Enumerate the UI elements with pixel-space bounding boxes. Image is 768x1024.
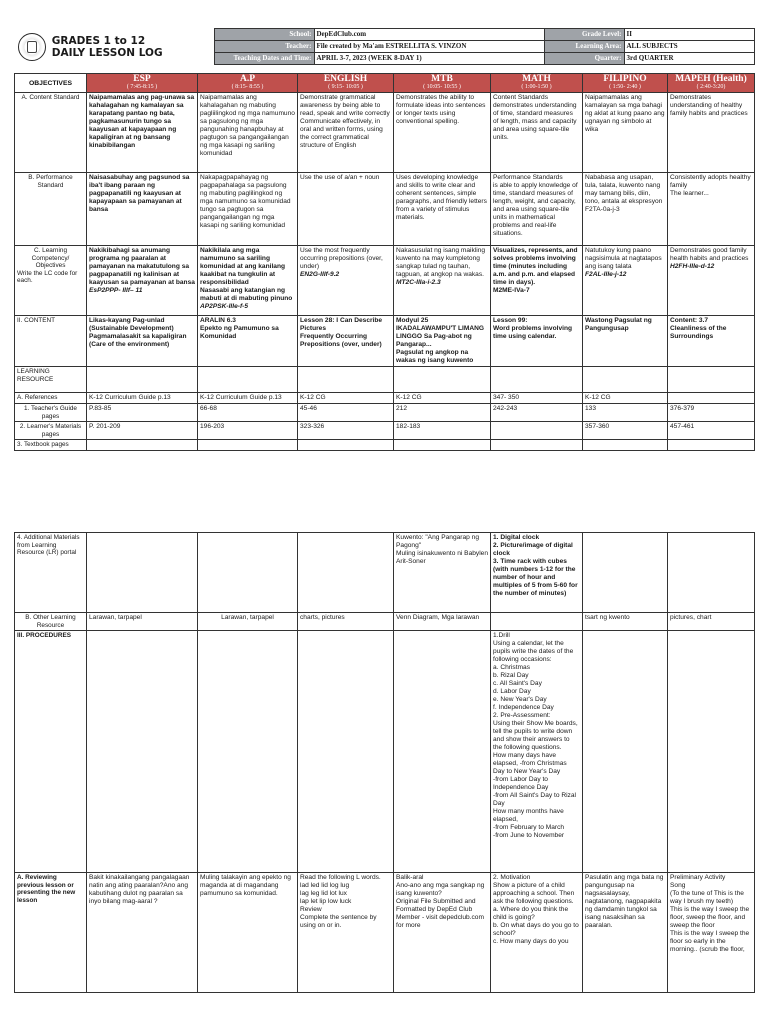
cell: Nababasa ang usapan, tula, talata, kuwento nang may tamang bilis, diin, tono, antala at ekspresyon F2TA-0a-j-3: [583, 173, 668, 246]
subject-math: MATH ( 1:00-1:50 ): [491, 74, 583, 93]
cell: Naisasabuhay ang pagsunod sa iba't ibang paraan ng pagpapanatili ng kaayusan at kapayapaan sa pamayanan at bansa: [87, 173, 198, 246]
cell: charts, pictures: [298, 613, 394, 631]
cell: Uses developing knowledge and skills to write clear and coherent sentences, simple paragraphs, and friendly letters from a variety of stimulus materials.: [394, 173, 491, 246]
cell: Visualizes, represents, and solves problems involving time (minutes including a.m. and p.m. and elapsed time in days). M2ME-IVa-7: [491, 246, 583, 316]
subject-esp: ESP ( 7:45-8:15 ): [87, 74, 198, 93]
cell: Read the following L words. lad led lid log lug lag leg lid lot lux lap let lip low luck Review Complete the sentence by using on or in.: [298, 873, 394, 993]
cell: K-12 Curriculum Guide p.13: [198, 393, 298, 404]
area-label: Learning Area:: [544, 41, 624, 53]
cell: Lesson 99: Word problems involving time using calendar.: [491, 316, 583, 367]
cell: 457-461: [668, 422, 755, 440]
cell: Nakasusulat ng isang maikling kuwento na may kumpletong sangkap tulad ng tauhan, tagpuan, at angkop na wakas. MT2C-IIIa-i-2.3: [394, 246, 491, 316]
cell: Naipamamalas ang pag-unawa sa kahalagahan ng kamalayan sa karapatang pantao ng bata, pagkamasunurin tungo sa kaayusan at kapayapaan ng kapaligiran at ng bansang kinabibilangan: [87, 93, 198, 173]
title-line2: DAILY LESSON LOG: [51, 46, 163, 59]
subject-filipino: FILIPINO ( 1:50- 2:40 ): [583, 74, 668, 93]
cell: Bakit kinakailangang pangalagaan natin ang ating paaralan?Ano ang kabutihang dulot ng paaralan sa inyo bilang mag-aaral ?: [87, 873, 198, 993]
row-label: B. Other Learning Resource: [15, 613, 87, 631]
cell: Demonstrate grammatical awareness by being able to read, speak and write correctly Communicate effectively, in oral and written forms, using the correct grammatical structure of English: [298, 93, 394, 173]
cell: Pasulatin ang mga bata ng pangungusap na nagsasalaysay, nagtatanong, nagpapakita ng damdamin tungkol sa isang nasaksihan sa paaralan.: [583, 873, 668, 993]
other-resources-row: [15, 613, 755, 631]
school-label: School:: [214, 29, 314, 41]
textbook-row: [15, 440, 755, 451]
cell: K-12 CG: [298, 393, 394, 404]
row-label: III. PROCEDURES: [15, 631, 87, 873]
cell: Demonstrates the ability to formulate ideas into sentences or longer texts using conventional spelling.: [394, 93, 491, 173]
title-block: [14, 29, 214, 65]
cell: tsart ng kwento: [583, 613, 668, 631]
cell: Nakikibahagi sa anumang programa ng paaralan at pamayanan na makatutulong sa pagpapanatili ng kalinisan at kaayusan sa pamayanan at bansa EsP2PPP- IIIf– 11: [87, 246, 198, 316]
cell: Content Standards demonstrates understanding of time, standard measures of length, mass and capacity and area using square-tile units.: [491, 93, 583, 173]
cell: Nakikilala ang mga namumuno sa sariling komunidad at ang kanilang kaakibat na tungkulin at responsibilidad Nasasabi ang katangian ng mabuti at di mabuting pinuno AP2PSK-IIIe-f-5: [198, 246, 298, 316]
cell: K-12 CG: [583, 393, 668, 404]
row-label: B. Performance Standard: [15, 173, 87, 246]
subject-english: ENGLISH ( 9:15- 10:05 ): [298, 74, 394, 93]
deped-seal-icon: [18, 33, 46, 61]
quarter-label: Quarter:: [544, 53, 624, 65]
cell: 357-360: [583, 422, 668, 440]
lesson-log-page-1: [14, 28, 754, 451]
row-label: 2. Learner's Materials pages: [15, 422, 87, 440]
objectives-header: OBJECTIVES: [15, 74, 87, 93]
cell: Use the use of a/an + noun: [298, 173, 394, 246]
cell: Wastong Pagsulat ng Pangungusap: [583, 316, 668, 367]
row-label: LEARNING RESOURCE: [15, 367, 87, 393]
dates-label: Teaching Dates and Time:: [214, 53, 314, 65]
reviewing-row: [15, 873, 755, 993]
cell: 242-243: [491, 404, 583, 422]
lesson-log-page-2: [14, 532, 754, 993]
competency-row: [15, 246, 755, 316]
cell: Nakapagpapahayag ng pagpapahalaga sa pagsulong ng mabuting paglilingkod ng mga namumuno sa komunidad tungo sa pagtugon sa pangangailangan ng mga kasapi ng sariling komunidad: [198, 173, 298, 246]
row-label: II. CONTENT: [15, 316, 87, 367]
content-standard-row: [15, 93, 755, 173]
cell: Kuwento: "Ang Pangarap ng Pagong" Muling isinakuwento ni Babylen Arit-Soner: [394, 533, 491, 613]
cell: Content: 3.7 Cleanliness of the Surroundings: [668, 316, 755, 367]
cell: ARALIN 6.3 Epekto ng Pamumuno sa Komunidad: [198, 316, 298, 367]
row-label: 1. Teacher's Guide pages: [15, 404, 87, 422]
cell: Likas-kayang Pag-unlad (Sustainable Development) Pagmamalasakit sa kapaligiran (Care of the environment): [87, 316, 198, 367]
cell: 212: [394, 404, 491, 422]
grade-value: II: [624, 29, 754, 41]
cell: 45-46: [298, 404, 394, 422]
subject-mtb: MTB ( 10:05- 10:55 ): [394, 74, 491, 93]
cell: 66-68: [198, 404, 298, 422]
cell: Naipamamalas ang kamalayan sa mga bahagi ng aklat at kung paano ang ugnayan ng simbolo at wika: [583, 93, 668, 173]
header-table: [14, 28, 755, 65]
teachers-guide-row: [15, 404, 755, 422]
cell: 1. Digital clock 2. Picture/image of digital clock 3. Time rack with cubes (with numbers 1-12 for the number of hour and multiples of 5 from 5-60 for the number of minutes): [491, 533, 583, 613]
area-value: ALL SUBJECTS: [624, 41, 754, 53]
cell: pictures, chart: [668, 613, 755, 631]
cell: Balik-aral Ano-ano ang mga sangkap ng isang kuwento? Original File Submitted and Formatted by DepEd Club Member - visit depedclub.com for more: [394, 873, 491, 993]
row-label: C. Learning Competency/ Objectives Write the LC code for each.: [15, 246, 87, 316]
cell: Lesson 28: I Can Describe Pictures Frequently Occurring Prepositions (over, under): [298, 316, 394, 367]
cell: [668, 393, 755, 404]
grade-label: Grade Level:: [544, 29, 624, 41]
row-label: A. Content Standard: [15, 93, 87, 173]
row-label: A. Reviewing previous lesson or presenting the new lesson: [15, 873, 87, 993]
cell: K-12 Curriculum Guide p.13: [87, 393, 198, 404]
cell: P.83-85: [87, 404, 198, 422]
row-label: A. References: [15, 393, 87, 404]
cell: Performance Standards is able to apply knowledge of time, standard measures of length, weight, and capacity, and area using square-tile units in mathematical problems and real-life situations.: [491, 173, 583, 246]
procedures-table: [14, 532, 755, 993]
cell: 376-379: [668, 404, 755, 422]
cell: 182-183: [394, 422, 491, 440]
cell: Demonstrates good family health habits and practices H2FH-IIIe-d-12: [668, 246, 755, 316]
learners-materials-row: [15, 422, 755, 440]
performance-standard-row: [15, 173, 755, 246]
objectives-table: [14, 73, 755, 451]
cell: Demonstrates understanding of healthy family habits and practices: [668, 93, 755, 173]
cell: 133: [583, 404, 668, 422]
subject-mapeh: MAPEH (Health) ( 2:40-3:20): [668, 74, 755, 93]
references-row: [15, 393, 755, 404]
cell: Preliminary Activity Song (To the tune of This is the way I brush my teeth) This is the way I sweep the floor, sweep the floor, and sweep the floor This is the way I sweep the floor so early in the morning.. (scrub the floor,: [668, 873, 755, 993]
cell: Natutukoy kung paano nagsisimula at nagtatapos ang isang talata F2AL-IIIe-j-12: [583, 246, 668, 316]
row-label: 4. Additional Materials from Learning Resource (LR) portal: [15, 533, 87, 613]
teacher-value: File created by Ma'am ESTRELLITA S. VINZON: [314, 41, 544, 53]
school-value: DepEdClub.com: [314, 29, 544, 41]
cell: 323-326: [298, 422, 394, 440]
cell: [491, 422, 583, 440]
cell: 347- 350: [491, 393, 583, 404]
subject-header-row: [15, 74, 755, 93]
subject-ap: A.P ( 8:15- 8:55 ): [198, 74, 298, 93]
content-row: [15, 316, 755, 367]
cell: Consistently adopts healthy family The learner...: [668, 173, 755, 246]
cell: 196-203: [198, 422, 298, 440]
dates-value: APRIL 3-7, 2023 (WEEK 8-DAY 1): [314, 53, 544, 65]
cell: Venn Diagram, Mga larawan: [394, 613, 491, 631]
cell: Larawan, tarpapel: [87, 613, 198, 631]
cell: Use the most frequently occurring prepositions (over, under) EN2G-IIIf-9.2: [298, 246, 394, 316]
cell: P. 201-209: [87, 422, 198, 440]
additional-materials-row: [15, 533, 755, 613]
learning-resource-row: [15, 367, 755, 393]
cell: Naipamamalas ang kahalagahan ng mabuting pagliilingkod ng mga namumuno sa pagsulong ng mga pangunahing hanapbuhay at pagtugon sa pangangailangan ng mga kasapi ng sariling komunidad: [198, 93, 298, 173]
row-label: 3. Textbook pages: [15, 440, 87, 451]
cell: K-12 CG: [394, 393, 491, 404]
cell: 2. Motivation Show a picture of a child approaching a school. Then ask the following questions. a. Where do you think the child is going? b. On what days do you go to school? c. How many days do you: [491, 873, 583, 993]
teacher-label: Teacher:: [214, 41, 314, 53]
cell: Muling talakayin ang epekto ng maganda at di magandang pamumuno sa komunidad.: [198, 873, 298, 993]
quarter-value: 3rd QUARTER: [624, 53, 754, 65]
cell: Modyul 25 IKADALAWAMPU'T LIMANG LINGGO Sa Pag-abot ng Pangarap... Pagsulat ng angkop na wakas ng isang kuwento: [394, 316, 491, 367]
cell: Larawan, tarpapel: [198, 613, 298, 631]
title-line1: GRADES 1 to 12: [51, 34, 146, 47]
cell: 1.Drill Using a calendar, let the pupils write the dates of the following occasions: a. Christmas b. Rizal Day c. All Saint's Day d. Labor Day e. New Year's Day f. Independence Day 2. Pre-Assessment: Using their Show Me boards, tell the pupils to write down and show their answers to the following questions. How many days have elapsed, -from Christmas Day to New Year's Day -from Labor Day to Independence Day -from All Saint's Day to Rizal Day How many months have elapsed, -from February to March -from June to November: [491, 631, 583, 873]
procedures-row: [15, 631, 755, 873]
